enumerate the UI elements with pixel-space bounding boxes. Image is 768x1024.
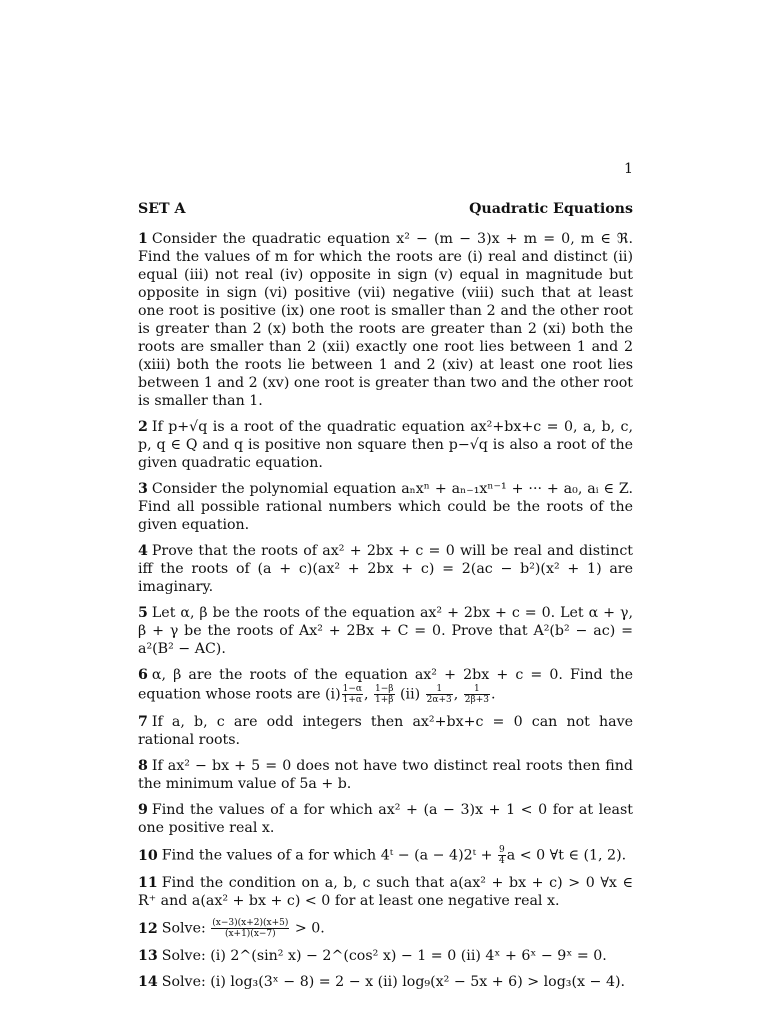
fraction: $\frac{9}{4}$	[499, 845, 505, 866]
problem-9	[138, 801, 633, 837]
problem-7	[138, 713, 633, 749]
fraction: $\frac{1-\beta}{1+\beta}$	[375, 684, 394, 705]
problem-4	[138, 542, 633, 596]
problem-number: 5	[138, 605, 148, 621]
problem-number: 8	[138, 758, 148, 774]
problem-number: 6	[138, 667, 148, 683]
problem-text: Find the condition on a, b, c such that a(ax² + bx + c) > 0 ∀x ∈ R⁺ and a(ax² + bx + c) < 0 for at least one negative real x.	[138, 875, 633, 909]
problem-text: Solve:	[161, 920, 211, 937]
problem-10: 10 Find the values of a for which 4ᵗ − (a − 4)2ᵗ + $\frac{9}{4}$ a < 0 ∀t ∈ (1, 2).	[138, 845, 627, 866]
document-page	[138, 160, 633, 999]
problem-number: 9	[138, 802, 148, 818]
problem-text: Consider the quadratic equation x² − (m − 3)x + m = 0, m ∈ ℜ. Find the values of m for which the roots are (i) real and distinct (ii) equal (iii) not real (iv) opposite in sign (v) equal in magnitude but opposite in sign (vi) positive (vii) negative (viii) such that at least one root is positive (ix) one root is smaller than 2 and the other root is greater than 2 (x) both the roots are greater than 2 (xi) both the roots are smaller than 2 (xii) exactly one root lies between 1 and 2 (xiii) both the roots lie between 1 and 2 (xiv) at least one root lies between 1 and 2 (xv) one root is greater than two and the other root is smaller than 1.	[138, 231, 633, 409]
topic-title: Quadratic Equations	[469, 201, 633, 217]
problem-text: Find the values of a for which ax² + (a − 3)x + 1 < 0 for at least one positive real x.	[138, 802, 633, 836]
page-number: 1	[623, 161, 633, 177]
problem-2	[138, 418, 633, 472]
problem-number: 4	[138, 543, 148, 559]
problem-text: Consider the polynomial equation aₙxⁿ + aₙ₋₁xⁿ⁻¹ + ··· + a₀, aᵢ ∈ Z. Find all possible rational numbers which could be the roots of the given equation.	[138, 481, 633, 533]
problem-number: 10	[138, 847, 158, 864]
problem-12: 12 Solve: $\frac{(x-3)(x+2)(x+5)}{(x+1)(x-7)}$ > 0.	[138, 918, 325, 939]
problem-3	[138, 480, 633, 534]
problem-text: If p+√q is a root of the quadratic equation ax²+bx+c = 0, a, b, c, p, q ∈ Q and q is positive non square then p−√q is also a root of the given quadratic equation.	[138, 419, 633, 471]
problem-text: Let α, β be the roots of the equation ax² + 2bx + c = 0. Let α + γ, β + γ be the roots of Ax² + 2Bx + C = 0. Prove that A²(b² − ac) = a²(B² − AC).	[138, 605, 633, 657]
problem-number: 1	[138, 231, 148, 247]
set-label: SET A	[138, 201, 186, 217]
problem-number: 12	[138, 920, 158, 937]
problem-1	[138, 230, 633, 410]
fraction: $\frac{(x-3)(x+2)(x+5)}{(x+1)(x-7)}$	[212, 918, 289, 939]
fraction: $\frac{1-\alpha}{1+\alpha}$	[342, 684, 362, 705]
problem-11	[138, 874, 633, 910]
section-header	[138, 200, 633, 218]
fraction: $\frac{1}{2\beta+3}$	[464, 684, 489, 705]
problem-number: 3	[138, 481, 148, 497]
problem-text: If a, b, c are odd integers then ax²+bx+c = 0 can not have rational roots.	[138, 714, 633, 748]
problem-13	[138, 947, 633, 965]
problem-14	[138, 973, 633, 991]
problem-number: 14	[138, 974, 158, 990]
problem-text: Prove that the roots of ax² + 2bx + c = 0 will be real and distinct iff the roots of (a + c)(ax² + 2bx + c) = 2(ac − b²)(x² + 1) are imaginary.	[138, 543, 633, 595]
problem-6: 6 α, β are the roots of the equation ax² + 2bx + c = 0. Find the equation whose roots are (i) $\frac{1-\alpha}{1+\alpha}$ , $\frac{1-\beta}{1+\beta}$ (ii) $\frac{1}{2\alpha+3}$ , $\frac{1}{2\beta+3}$ .	[138, 667, 633, 705]
problem-number: 7	[138, 714, 148, 730]
problem-8	[138, 757, 633, 793]
problem-text: Solve: (i) 2^(sin² x) − 2^(cos² x) − 1 = 0 (ii) 4ˣ + 6ˣ − 9ˣ = 0.	[161, 948, 607, 964]
problem-number: 2	[138, 419, 148, 435]
problem-5	[138, 604, 633, 658]
problem-text: If ax² − bx + 5 = 0 does not have two distinct real roots then find the minimum value of 5a + b.	[138, 758, 633, 792]
fraction: $\frac{1}{2\alpha+3}$	[426, 684, 452, 705]
problem-number: 11	[138, 875, 158, 891]
problem-number: 13	[138, 948, 158, 964]
problem-text: Find the values of a for which 4ᵗ − (a − 4)2ᵗ +	[161, 847, 498, 864]
problem-text: α, β are the roots of the equation ax² + 2bx + c = 0. Find the equation whose roots are (i)	[138, 667, 633, 703]
problem-text: Solve: (i) log₃(3ˣ − 8) = 2 − x (ii) log₉(x² − 5x + 6) > log₃(x − 4).	[161, 974, 626, 990]
